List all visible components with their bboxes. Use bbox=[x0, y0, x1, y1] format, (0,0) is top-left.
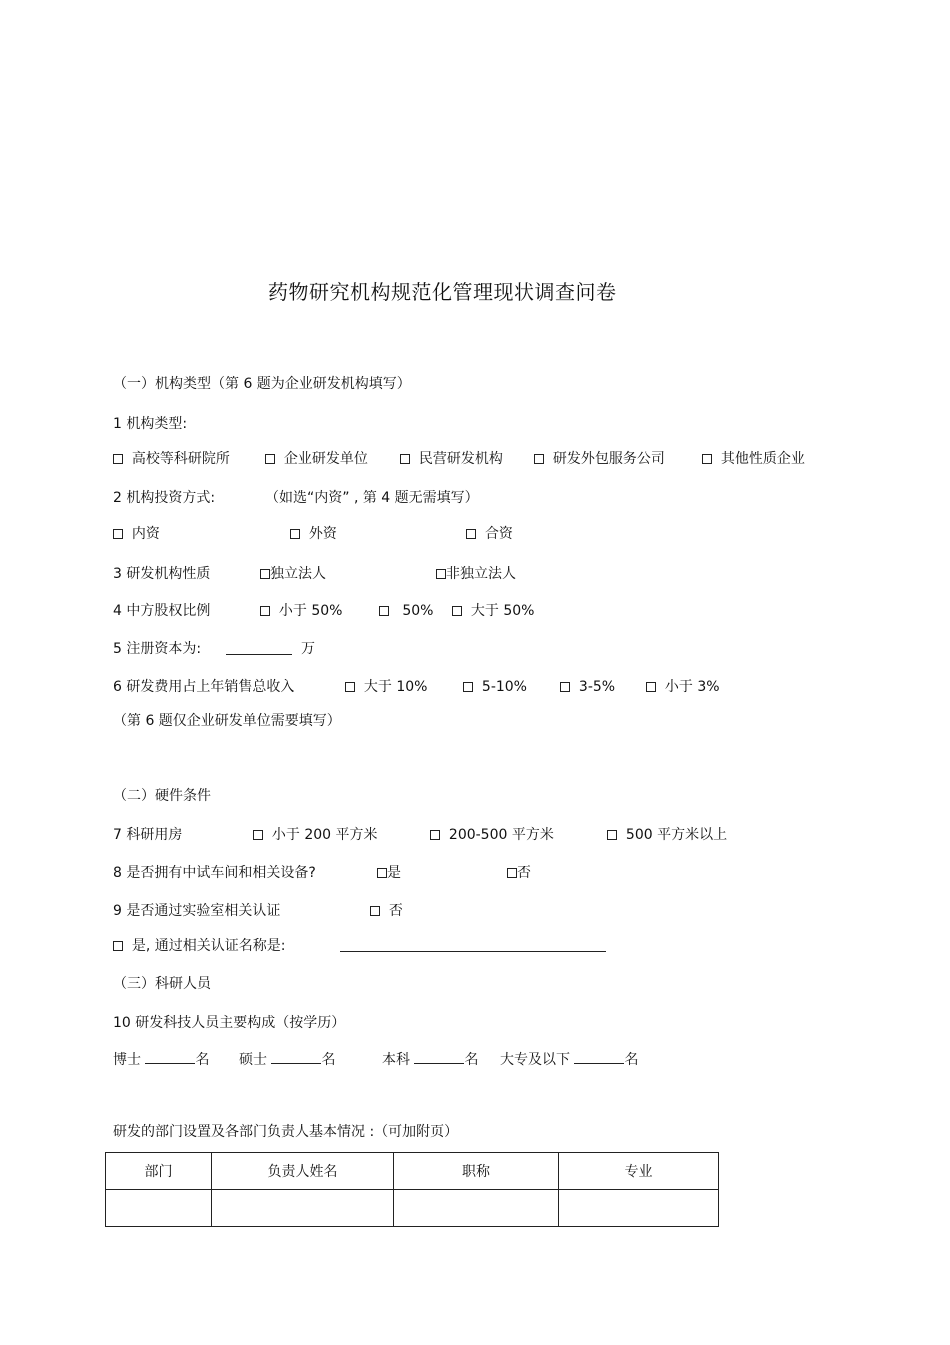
q10-phd bbox=[113, 1049, 209, 1069]
checkbox-icon[interactable] bbox=[113, 941, 123, 951]
q4-option-1[interactable]: 小于 50% bbox=[260, 602, 342, 620]
section1-heading: （一）机构类型（第 6 题为企业研发机构填写） bbox=[113, 376, 411, 392]
q6-option-4[interactable]: 小于 3% bbox=[646, 678, 720, 696]
category-label: 本科 bbox=[382, 1052, 410, 1068]
table-header-row bbox=[106, 1153, 719, 1190]
checkbox-icon[interactable] bbox=[436, 569, 446, 579]
q8-option-no[interactable]: 否 bbox=[507, 864, 531, 882]
q5-unit: 万 bbox=[301, 641, 315, 657]
category-label: 大专及以下 bbox=[500, 1052, 570, 1068]
checkbox-icon[interactable] bbox=[290, 529, 300, 539]
q10-label: 10 研发科技人员主要构成（按学历） bbox=[113, 1015, 346, 1031]
checkbox-icon[interactable] bbox=[379, 606, 389, 616]
q7-option-3[interactable]: 500 平方米以上 bbox=[607, 826, 727, 844]
phd-count-field[interactable] bbox=[145, 1049, 195, 1064]
q4-option-3[interactable]: 大于 50% bbox=[452, 602, 534, 620]
q9-label: 9 是否通过实验室相关认证 bbox=[113, 903, 281, 919]
q1-option-5[interactable]: 其他性质企业 bbox=[702, 450, 805, 468]
checkbox-icon[interactable] bbox=[345, 682, 355, 692]
checkbox-icon[interactable] bbox=[377, 868, 387, 878]
checkbox-icon[interactable] bbox=[702, 454, 712, 464]
checkbox-icon[interactable] bbox=[260, 606, 270, 616]
q6-option-2[interactable]: 5-10% bbox=[463, 678, 527, 696]
q6-label: 6 研发费用占上年销售总收入 bbox=[113, 679, 295, 695]
q7-option-1[interactable]: 小于 200 平方米 bbox=[253, 826, 378, 844]
q1-option-2[interactable]: 企业研发单位 bbox=[265, 450, 368, 468]
q7-label: 7 科研用房 bbox=[113, 827, 183, 843]
table-header: 部门 bbox=[106, 1153, 212, 1190]
table-header: 负责人姓名 bbox=[212, 1153, 394, 1190]
q8-option-yes[interactable]: 是 bbox=[377, 864, 401, 882]
dept-label: 研发的部门设置及各部门负责人基本情况 :（可加附页） bbox=[113, 1124, 459, 1140]
q3-label: 3 研发机构性质 bbox=[113, 566, 211, 582]
checkbox-icon[interactable] bbox=[607, 830, 617, 840]
q6-option-1[interactable]: 大于 10% bbox=[345, 678, 427, 696]
checkbox-icon[interactable] bbox=[430, 830, 440, 840]
dept-table bbox=[105, 1152, 719, 1227]
checkbox-icon[interactable] bbox=[646, 682, 656, 692]
table-row bbox=[106, 1190, 719, 1227]
section2-heading: （二）硬件条件 bbox=[113, 788, 211, 804]
checkbox-icon[interactable] bbox=[452, 606, 462, 616]
q2-option-3[interactable]: 合资 bbox=[466, 525, 513, 543]
bachelor-count-field[interactable] bbox=[414, 1049, 464, 1064]
q3-option-1[interactable]: 独立法人 bbox=[260, 565, 326, 583]
q9-option-yes[interactable]: 是, 通过相关认证名称是: bbox=[113, 937, 286, 955]
q5-label: 5 注册资本为: bbox=[113, 641, 202, 657]
checkbox-icon[interactable] bbox=[370, 906, 380, 916]
master-count-field[interactable] bbox=[271, 1049, 321, 1064]
q4-option-2[interactable]: 50% bbox=[379, 602, 433, 620]
q1-label: 1 机构类型: bbox=[113, 416, 188, 432]
q2-option-2[interactable]: 外资 bbox=[290, 525, 337, 543]
q7-option-2[interactable]: 200-500 平方米 bbox=[430, 826, 554, 844]
q8-label: 8 是否拥有中试车间和相关设备? bbox=[113, 865, 316, 881]
college-count-field[interactable] bbox=[574, 1049, 624, 1064]
table-header: 专业 bbox=[559, 1153, 719, 1190]
checkbox-icon[interactable] bbox=[463, 682, 473, 692]
q9-option-no[interactable]: 否 bbox=[370, 902, 403, 920]
q6-option-3[interactable]: 3-5% bbox=[560, 678, 615, 696]
table-cell[interactable] bbox=[106, 1190, 212, 1227]
q10-college bbox=[500, 1049, 638, 1069]
unit-label: 名 bbox=[321, 1052, 336, 1068]
q2-label: 2 机构投资方式: bbox=[113, 490, 216, 506]
checkbox-icon[interactable] bbox=[507, 868, 517, 878]
checkbox-icon[interactable] bbox=[560, 682, 570, 692]
unit-label: 名 bbox=[195, 1052, 210, 1068]
checkbox-icon[interactable] bbox=[113, 529, 123, 539]
q10-bachelor bbox=[382, 1049, 478, 1069]
page-title: 药物研究机构规范化管理现状调查问卷 bbox=[268, 280, 617, 304]
unit-label: 名 bbox=[624, 1052, 639, 1068]
checkbox-icon[interactable] bbox=[260, 569, 270, 579]
q6-note: （第 6 题仅企业研发单位需要填写） bbox=[113, 713, 341, 729]
q2-note: （如选“内资” , 第 4 题无需填写） bbox=[265, 490, 479, 506]
table-cell[interactable] bbox=[212, 1190, 394, 1227]
q10-master bbox=[239, 1049, 335, 1069]
section3-heading: （三）科研人员 bbox=[113, 976, 211, 992]
q2-option-1[interactable]: 内资 bbox=[113, 525, 160, 543]
q1-option-1[interactable]: 高校等科研院所 bbox=[113, 450, 230, 468]
category-label: 硕士 bbox=[239, 1052, 267, 1068]
checkbox-icon[interactable] bbox=[534, 454, 544, 464]
checkbox-icon[interactable] bbox=[253, 830, 263, 840]
q5-blank[interactable] bbox=[226, 640, 292, 660]
checkbox-icon[interactable] bbox=[265, 454, 275, 464]
checkbox-icon[interactable] bbox=[113, 454, 123, 464]
table-header: 职称 bbox=[394, 1153, 559, 1190]
q1-option-4[interactable]: 研发外包服务公司 bbox=[534, 450, 665, 468]
table-cell[interactable] bbox=[394, 1190, 559, 1227]
table-cell[interactable] bbox=[559, 1190, 719, 1227]
q4-label: 4 中方股权比例 bbox=[113, 603, 211, 619]
q3-option-2[interactable]: 非独立法人 bbox=[436, 565, 516, 583]
checkbox-icon[interactable] bbox=[466, 529, 476, 539]
q1-option-3[interactable]: 民营研发机构 bbox=[400, 450, 503, 468]
category-label: 博士 bbox=[113, 1052, 141, 1068]
q9-cert-name-field[interactable] bbox=[340, 937, 606, 957]
unit-label: 名 bbox=[464, 1052, 479, 1068]
checkbox-icon[interactable] bbox=[400, 454, 410, 464]
